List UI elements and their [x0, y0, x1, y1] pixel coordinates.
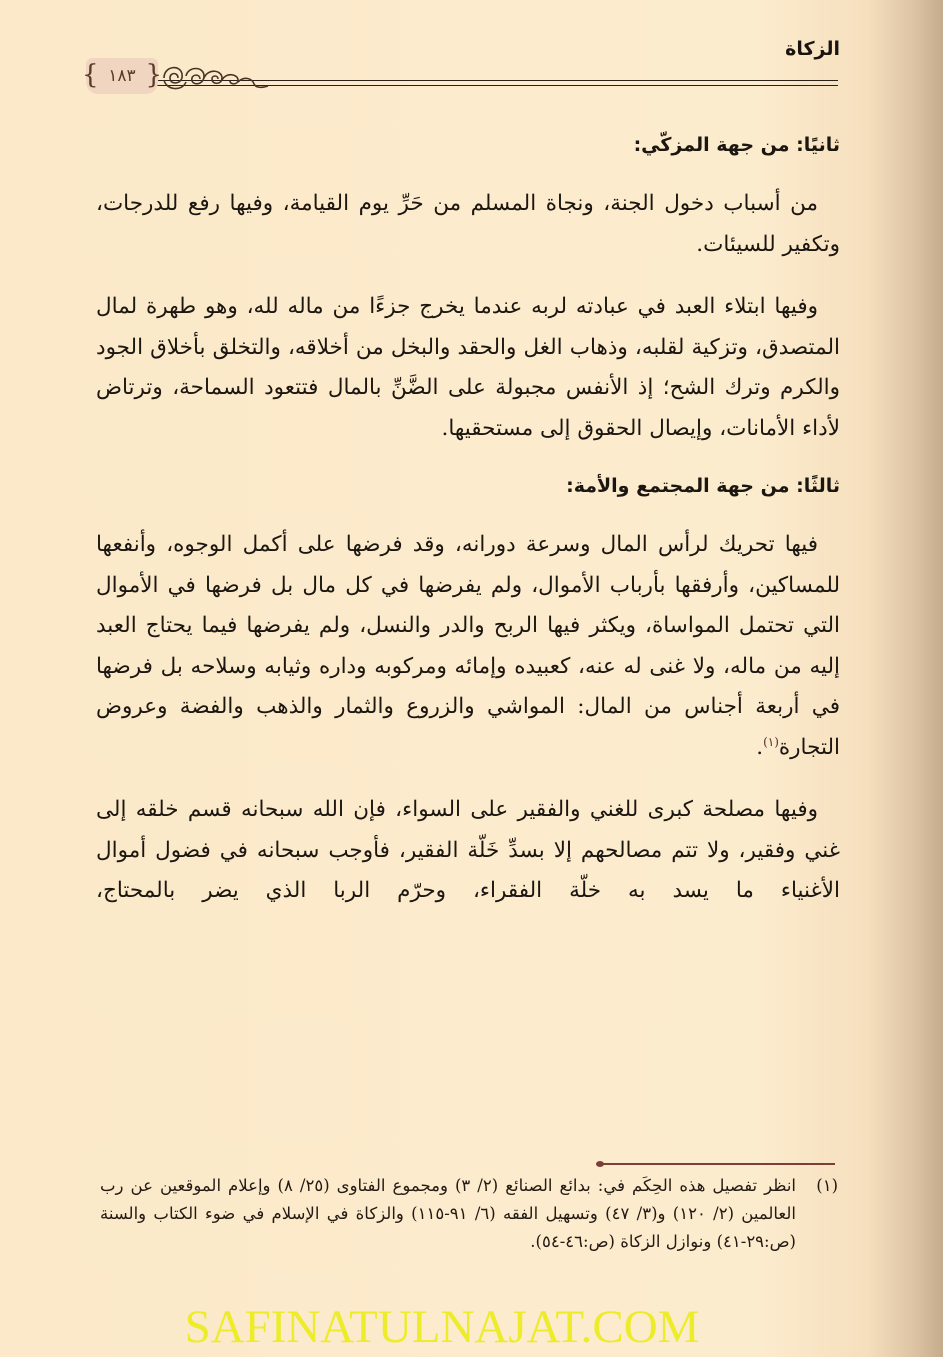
- paragraph: [96, 525, 840, 768]
- section-heading-third: ثالثًا: من جهة المجتمع والأمة:: [566, 475, 840, 497]
- paragraph-end: .: [756, 734, 764, 760]
- running-title: الزكاة: [785, 38, 840, 60]
- page-number: { ١٨٣: [108, 66, 136, 86]
- flourish-ornament-icon: [160, 58, 270, 94]
- footnote-number: (١): [816, 1176, 838, 1195]
- footnote-reference[interactable]: (١): [763, 734, 779, 749]
- paragraph: وفيها ابتلاء العبد في عبادته لربه عندما يخرج جزءًا من ماله لله، وهو طهرة لمال المتصدق، وتزكية لقلبه، وذهاب الغل والحقد والبخل من أخلاقه، والتخلق بأخلاق الجود والكرم وترك الشح؛ إذ الأنفس مجبولة على الضَّنِّ بالمال فتتعود السماحة، وترتاض لأداء الأمانات، وإيصال الحقوق إلى مستحقيها.: [96, 294, 840, 441]
- footnote-separator: [600, 1163, 835, 1165]
- paragraph-text: فيها تحريك لرأس المال وسرعة دورانه، وقد فرضها على أكمل الوجوه، وأنفعها للمساكين، وأرفقها بأرباب الأموال، ولم يفرضها في كل مال بل فرضها في الأموال التي تحتمل المواساة، ويكثر فيها الربح والدر والنسل، ولم يفرضها فيما يحتاج العبد إليه من ماله، ولا غنى له عنه، كعبيده وإمائه ومركوبه وداره وثيابه وسلاحه بل فرضها في أربعة أجناس من المال: المواشي والزروع والثمار والذهب والفضة وعروض التجارة: [96, 532, 840, 760]
- page-number-badge: [86, 58, 158, 94]
- footnote: [100, 1172, 838, 1256]
- section-heading-second: ثانيًا: من جهة المزكّي:: [633, 134, 840, 156]
- footnote-text: انظر تفصيل هذه الحِكَم في: بدائع الصنائع (٢/ ٣) ومجموع الفتاوى (٢٥/ ٨) وإعلام الموقعين عن رب العالمين (٢/ ١٢٠) و(٣/ ٤٧) وتسهيل الفقه (٦/ ٩١-١١٥) والزكاة في الإسلام في ضوء الكتاب والسنة (ص:٢٩-٤١) ونوازل الزكاة (ص:٤٦-٥٤).: [100, 1176, 797, 1251]
- paragraph: وفيها مصلحة كبرى للغني والفقير على السواء، فإن الله سبحانه قسم خلقه إلى غني وفقير، ولا تتم مصالحهم إلا بسدِّ خَلّة الفقير، فأوجب سبحانه في فضول أموال الأغنياء ما يسد به خلّة الفقراء، وحرّم الربا الذي يضر بالمحتاج،: [96, 797, 840, 903]
- main-text: [96, 130, 840, 912]
- paragraph: من أسباب دخول الجنة، ونجاة المسلم من حَرِّ يوم القيامة، وفيها رفع للدرجات، وتكفير للسيئات.: [96, 191, 840, 257]
- footnotes: [100, 1172, 838, 1256]
- watermark: SAFINATULNAJAT.COM: [184, 1301, 700, 1353]
